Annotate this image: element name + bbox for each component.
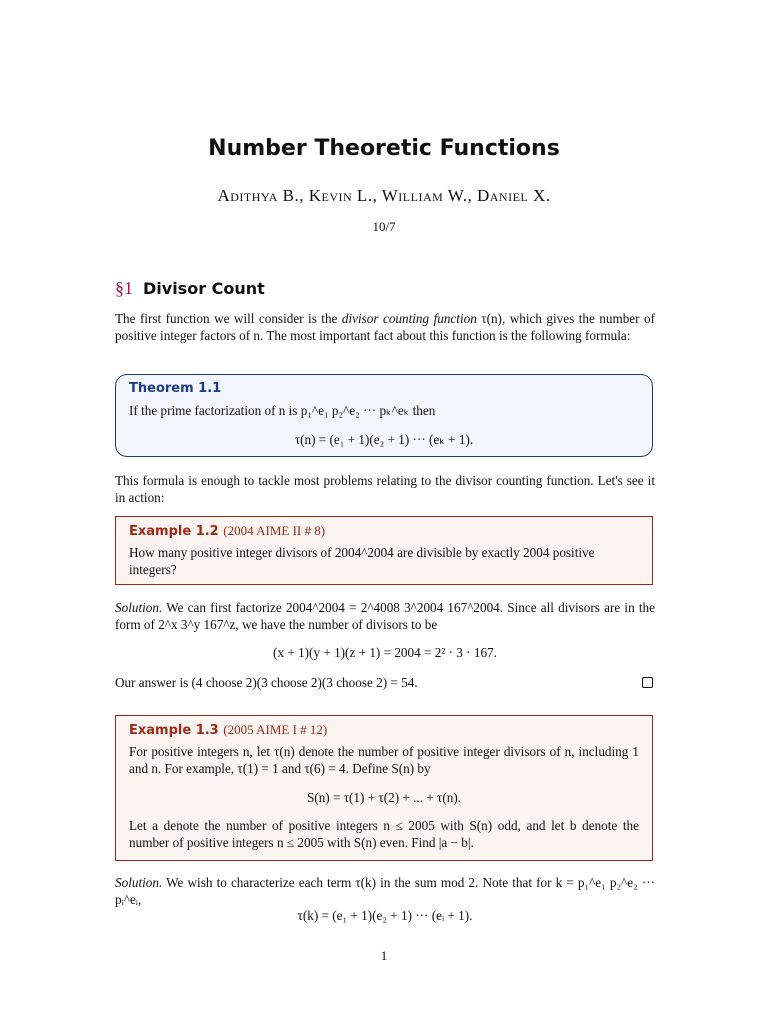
solution-2: Solution. We wish to characterize each term τ(k) in the sum mod 2. Note that for k = p₁^e₁ p₂^e₂ ··· pᵢ^eᵢ,	[115, 875, 655, 907]
example-box-2	[115, 715, 653, 861]
solution-1-answer: Our answer is (4 choose 2)(3 choose 2)(3 choose 2) = 54.	[115, 675, 418, 690]
defined-term: divisor counting function	[341, 311, 477, 326]
qed-square-icon	[642, 677, 653, 688]
example-box-1	[115, 516, 653, 585]
document-date: 10/7	[372, 219, 396, 234]
solution-2-equation: τ(k) = (e₁ + 1)(e₂ + 1) ··· (eᵢ + 1).	[297, 908, 473, 923]
section-heading	[115, 278, 265, 299]
example-text-1: How many positive integer divisors of 2004^2004 are divisible by exactly 2004 positive integers?	[129, 545, 595, 577]
after-theorem-paragraph: This formula is enough to tackle most problems relating to the divisor counting function. Let's see it in action:	[115, 473, 655, 505]
intro-paragraph: The first function we will consider is the divisor counting function τ(n), which gives the number of positive integer factors of n. The most important fact about this function is the following formula:	[115, 311, 656, 343]
document-title: Number Theoretic Functions	[208, 136, 560, 161]
page-number: 1	[380, 948, 388, 963]
section-title: Divisor Count	[143, 279, 265, 298]
theorem-box	[115, 374, 653, 457]
solution-1-equation: (x + 1)(y + 1)(z + 1) = 2004 = 2² · 3 · 167.	[273, 645, 497, 660]
example-label-1: Example 1.2 (2004 AIME II # 8)	[129, 523, 326, 539]
example-text-2a: For positive integers n, let τ(n) denote the number of positive integer divisors of n, including 1 and n. For example, τ(1) = 1 and τ(6) = 4. Define S(n) by	[129, 744, 639, 776]
example-label-2: Example 1.3 (2005 AIME I # 12)	[129, 722, 328, 738]
solution-1: Solution. We can first factorize 2004^2004 = 2^4008 3^2004 167^2004. Since all divisors are in the form of 2^x 3^y 167^z, we have the number of divisors to be	[115, 600, 655, 632]
author-list: Adithya B., Kevin L., William W., Daniel X.	[217, 186, 551, 205]
example-2-equation: S(n) = τ(1) + τ(2) + ... + τ(n).	[306, 790, 462, 805]
theorem-label: Theorem 1.1	[129, 381, 222, 396]
section-number: §1	[115, 278, 133, 298]
theorem-equation: τ(n) = (e₁ + 1)(e₂ + 1) ··· (eₖ + 1).	[294, 432, 474, 447]
example-text-2b: Let a denote the number of positive integers n ≤ 2005 with S(n) odd, and let b denote the number of positive integers n ≤ 2005 with S(n) even. Find |a − b|.	[129, 818, 639, 850]
theorem-statement: If the prime factorization of n is p₁^e₁ p₂^e₂ ··· pₖ^eₖ then	[129, 403, 436, 418]
